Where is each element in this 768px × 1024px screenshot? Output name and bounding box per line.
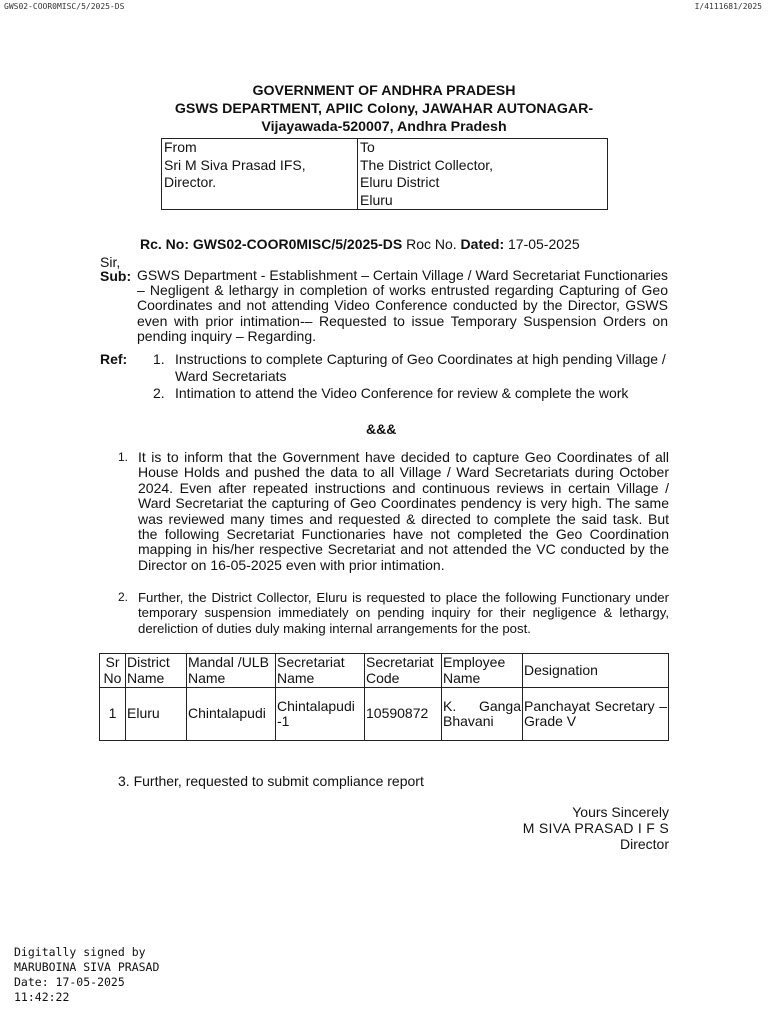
separator: &&& bbox=[366, 421, 397, 437]
table-row bbox=[100, 688, 669, 741]
reference-item-number: 1. bbox=[153, 351, 165, 367]
paragraph-number: 1. bbox=[118, 450, 129, 464]
reference-item-text: Intimation to attend the Video Conference for review & complete the work bbox=[175, 385, 629, 401]
rc-label: Rc. No: bbox=[140, 236, 189, 252]
letterhead-line-2: GSWS DEPARTMENT, APIIC Colony, JAWAHAR AUTONAGAR- bbox=[174, 101, 594, 117]
digital-signature-line: Digitally signed by bbox=[14, 945, 146, 959]
table-header-cell: District Name bbox=[126, 654, 187, 688]
signature-closing: Yours Sincerely bbox=[572, 804, 669, 820]
digital-signature-line: Date: 17-05-2025 bbox=[14, 975, 125, 989]
salutation: Sir, bbox=[100, 254, 121, 270]
functionary-table bbox=[99, 653, 669, 741]
from-to-table bbox=[161, 138, 608, 210]
table-header-cell: Secretariat Code bbox=[365, 654, 442, 688]
to-label: To bbox=[360, 139, 375, 155]
from-line: Sri M Siva Prasad IFS, bbox=[164, 156, 306, 173]
paragraph-text: Further, requested to submit compliance report bbox=[133, 773, 424, 789]
table-header-cell: Employee Name bbox=[442, 654, 523, 688]
table-cell: K. Ganga Bhavani bbox=[442, 688, 523, 741]
page-header-left-ref: GWS02-COOR0MISC/5/2025-DS bbox=[4, 2, 125, 11]
letterhead-line-3: Vijayawada-520007, Andhra Pradesh bbox=[261, 119, 507, 135]
subject-label: Sub: bbox=[100, 268, 132, 284]
table-cell: 1 bbox=[100, 688, 126, 741]
table-cell: Eluru bbox=[126, 688, 187, 741]
from-label: From bbox=[164, 139, 197, 155]
table-header-cell: Secretariat Name bbox=[276, 654, 365, 688]
table-header-cell: Sr No bbox=[100, 654, 126, 688]
digital-signature-line: 11:42:22 bbox=[14, 990, 70, 1004]
reference-item-text: Instructions to complete Capturing of Geo Coordinates at high pending Village / Ward Secretariats bbox=[175, 351, 666, 385]
reference-line bbox=[140, 236, 580, 252]
table-header-row bbox=[100, 654, 669, 688]
to-line: Eluru bbox=[360, 191, 393, 208]
letterhead-line-1: GOVERNMENT OF ANDHRA PRADESH bbox=[252, 83, 516, 99]
letter-date: 17-05-2025 bbox=[508, 236, 580, 252]
signature-name: M SIVA PRASAD I F S bbox=[522, 820, 669, 836]
paragraph-number: 3. bbox=[118, 773, 130, 789]
page-header-right-ref: I/4111681/2025 bbox=[694, 2, 762, 11]
table-header-cell: Designation bbox=[523, 654, 669, 688]
from-line: Director. bbox=[164, 174, 217, 190]
subject-text: GSWS Department - Establishment – Certain Village / Ward Secretariat Functionaries – Negligent & lethargy in completion of works entrusted regarding Capturing of Geo Coordinates and not attending Video Conference conducted by the Director, GSWS even with prior intimation-– Requested to issue Temporary Suspension Orders on pending inquiry – Regarding. bbox=[137, 267, 668, 344]
dated-label: Dated: bbox=[460, 236, 505, 252]
digital-signature-block bbox=[14, 945, 159, 1005]
digital-signature-line: MARUBOINA SIVA PRASAD bbox=[14, 960, 160, 974]
paragraph-text: Further, the District Collector, Eluru is requested to place the following Functionary under temporary suspension immediately on pending inquiry for their negligence & lethargy, dereliction of duties duly making internal arrangements for the post. bbox=[138, 590, 669, 636]
table-cell: Panchayat Secretary – Grade V bbox=[523, 688, 669, 741]
table-cell: Chintalapudi -1 bbox=[276, 688, 365, 741]
rc-number: GWS02-COOR0MISC/5/2025-DS bbox=[192, 236, 403, 252]
table-cell: Chintalapudi bbox=[187, 688, 276, 741]
paragraph-number: 2. bbox=[118, 590, 129, 604]
table-header-cell: Mandal /ULB Name bbox=[187, 654, 276, 688]
roc-label: Roc No. bbox=[406, 236, 457, 252]
table-cell: 10590872 bbox=[365, 688, 442, 741]
paragraph bbox=[118, 773, 424, 789]
reference-item-number: 2. bbox=[153, 385, 165, 401]
references-label: Ref: bbox=[100, 351, 128, 367]
to-cell bbox=[358, 139, 608, 210]
to-line: The District Collector, bbox=[360, 156, 494, 173]
signature-designation: Director bbox=[619, 836, 669, 852]
paragraph-text: It is to inform that the Government have decided to capture Geo Coordinates of all House Holds and pushed the data to all Village / Ward Secretariats during October 2024. Even after repeated instructions and continuous reviews in certain Village / Ward Secretariat the capturing of Geo Coordinates pendency is very high. The same was reviewed many times and requested & directed to complete the said task. But the following Secretariat Functionaries have not completed the Geo Coordination mapping in his/her respective Secretariat and not attended the VC conducted by the Director on 16-05-2025 even with prior intimation. bbox=[138, 449, 669, 573]
from-cell bbox=[162, 139, 358, 210]
to-line: Eluru District bbox=[360, 174, 440, 190]
